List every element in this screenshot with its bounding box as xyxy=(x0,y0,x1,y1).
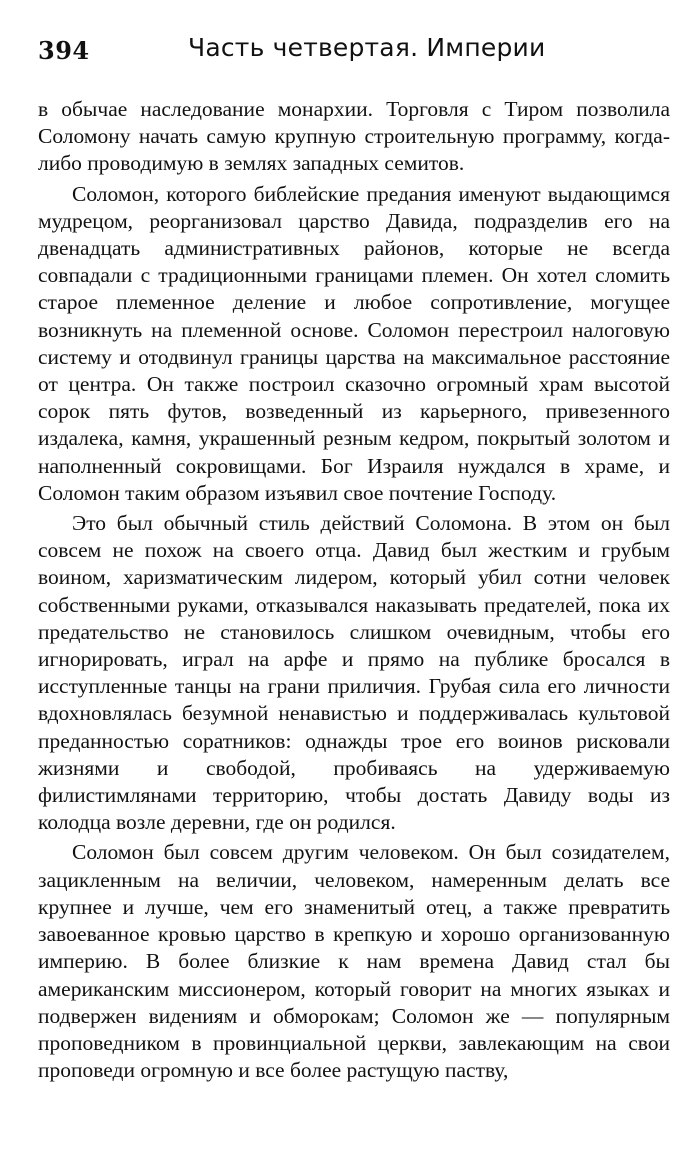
page-number: 394 xyxy=(38,36,90,65)
paragraph: Соломон, которого библейские предания именуют выдающимся мудрецом, реорганизовал царство Давида, подразделив его на двенадцать административных районов, которые не всегда совпадали с традиционными границами племен. Он хотел сломить старое племенное деление и любое сопротивление, могущее возникнуть на племенной основе. Соломон перестроил налоговую систему и отодвинул границы царства на максимальное расстояние от центра. Он также построил сказочно огромный храм высотой сорок пять футов, возведенный из карьерного, привезенного издалека, камня, украшенный резным кедром, покрытый золотом и наполненный сокровищами. Бог Израиля нуждался в храме, и Соломон таким образом изъявил свое почтение Господу. xyxy=(38,181,670,505)
paragraph: Это был обычный стиль действий Соломона. В этом он был совсем не похож на своего отца. Давид был жестким и грубым воином, харизматическим лидером, который убил сотни человек собственными руками, отказывался наказывать предателей, пока их предательство не становилось слишком очевидным, чтобы его игнорировать, играл на арфе и прямо на публике бросался в исступленные танцы на грани приличия. Грубая сила его личности вдохновлялась безумной ненавистью и поддерживалась культовой преданностью соратников: однажды трое его воинов рисковали жизнями и свободой, пробиваясь на удерживаемую филистимлянами территорию, чтобы достать Давиду воды из колодца возле деревни, где он родился. xyxy=(38,511,670,835)
body-text xyxy=(38,96,670,1084)
paragraph: в обычае наследование монархии. Торговля с Тиром позволила Соломону начать самую крупную строительную программу, когда-либо проводимую в землях западных семитов. xyxy=(38,97,670,176)
running-head: Часть четвертая. Империи xyxy=(188,33,546,62)
page-header xyxy=(38,30,670,70)
paragraph: Соломон был совсем другим человеком. Он был созидателем, зацикленным на величии, человеком, намеренным делать все крупнее и лучше, чем его знаменитый отец, а также превратить завоеванное кровью царство в крепкую и хорошо организованную империю. В более близкие к нам времена Давид стал бы американским миссионером, который говорит на многих языках и подвержен видениям и обморокам; Соломон же — популярным проповедником в провинциальной церкви, завлекающим на свои проповеди огромную и все более растущую паству, xyxy=(38,840,670,1083)
